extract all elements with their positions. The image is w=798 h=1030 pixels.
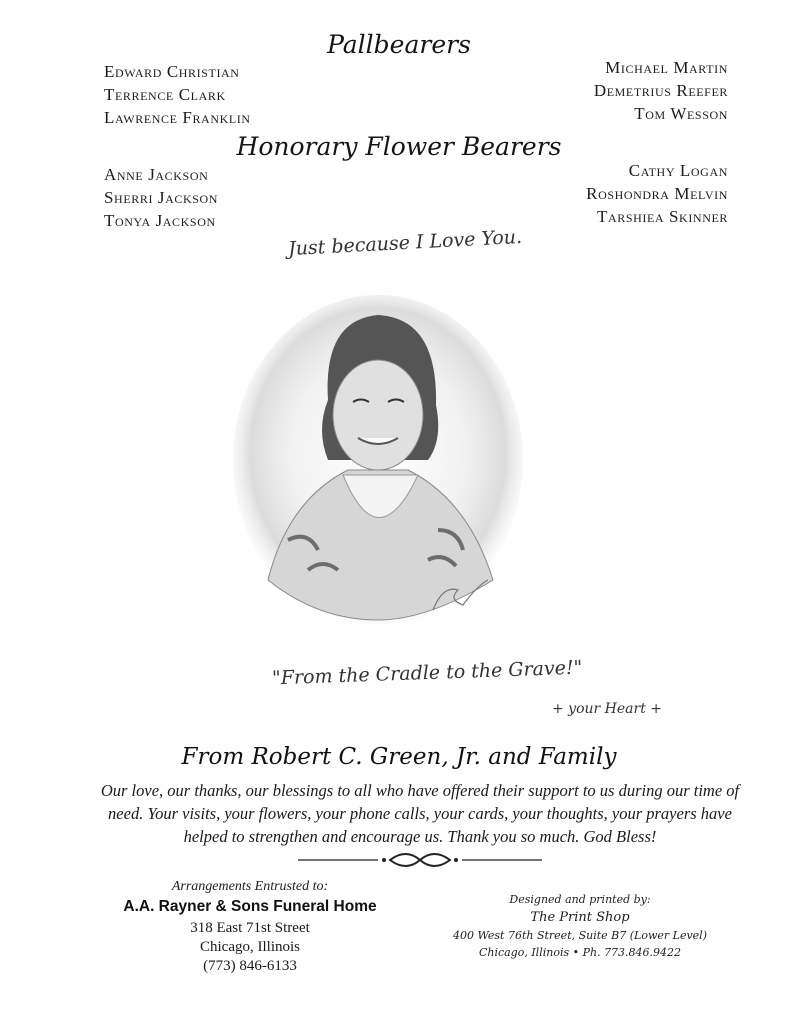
print-shop-address: 400 West 76th Street, Suite B7 (Lower Level) [452,929,707,942]
flower-bearer-name: Tonya Jackson [104,211,216,230]
funeral-home-street: 318 East 71st Street [190,920,310,936]
funeral-home-city: Chicago, Illinois [200,939,300,955]
funeral-home-name: A.A. Rayner & Sons Funeral Home [123,898,377,915]
print-shop-label: Designed and printed by: [509,893,651,906]
handwritten-heart-note: + your Heart + [552,701,663,717]
print-shop-city-phone: Chicago, Illinois • Ph. 773.846.9422 [478,946,682,959]
flower-bearer-name: Sherri Jackson [104,188,219,207]
pallbearer-name: Tom Wesson [634,104,728,123]
pallbearers-title: Pallbearers [327,30,471,59]
pallbearer-name: Lawrence Franklin [104,108,251,127]
flower-bearer-name: Roshondra Melvin [586,184,728,203]
flower-bearer-name: Anne Jackson [104,165,209,184]
flower-bearer-name: Cathy Logan [628,161,728,180]
pallbearer-name: Demetrius Reefer [593,81,728,100]
arrangements-label: Arrangements Entrusted to: [171,879,329,894]
flower-bearers-title: Honorary Flower Bearers [236,132,562,161]
handwritten-note-top: Just because I Love You. [287,225,523,261]
handwritten-note-bottom: "From the Cradle to the Grave!" [271,656,583,690]
pallbearer-name: Edward Christian [104,62,240,81]
funeral-home-phone: (773) 846-6133 [203,958,297,974]
pallbearer-name: Michael Martin [605,58,728,77]
memorial-portrait-sketch [228,290,528,640]
pallbearer-name: Terrence Clark [104,85,226,104]
family-title: From Robert C. Green, Jr. and Family [181,744,617,770]
ornament-divider [298,848,542,872]
flower-bearer-name: Tarshiea Skinner [596,207,728,226]
print-shop-name: The Print Shop [530,910,630,925]
acknowledgement-message: Our love, our thanks, our blessings to all who have offered their support to us during our time of need. Your visits, your flowers, your phone calls, your cards, your thoughts, your prayers have helped to strengthen and encourage us. Thank you so much. God Bless! [100,781,740,846]
